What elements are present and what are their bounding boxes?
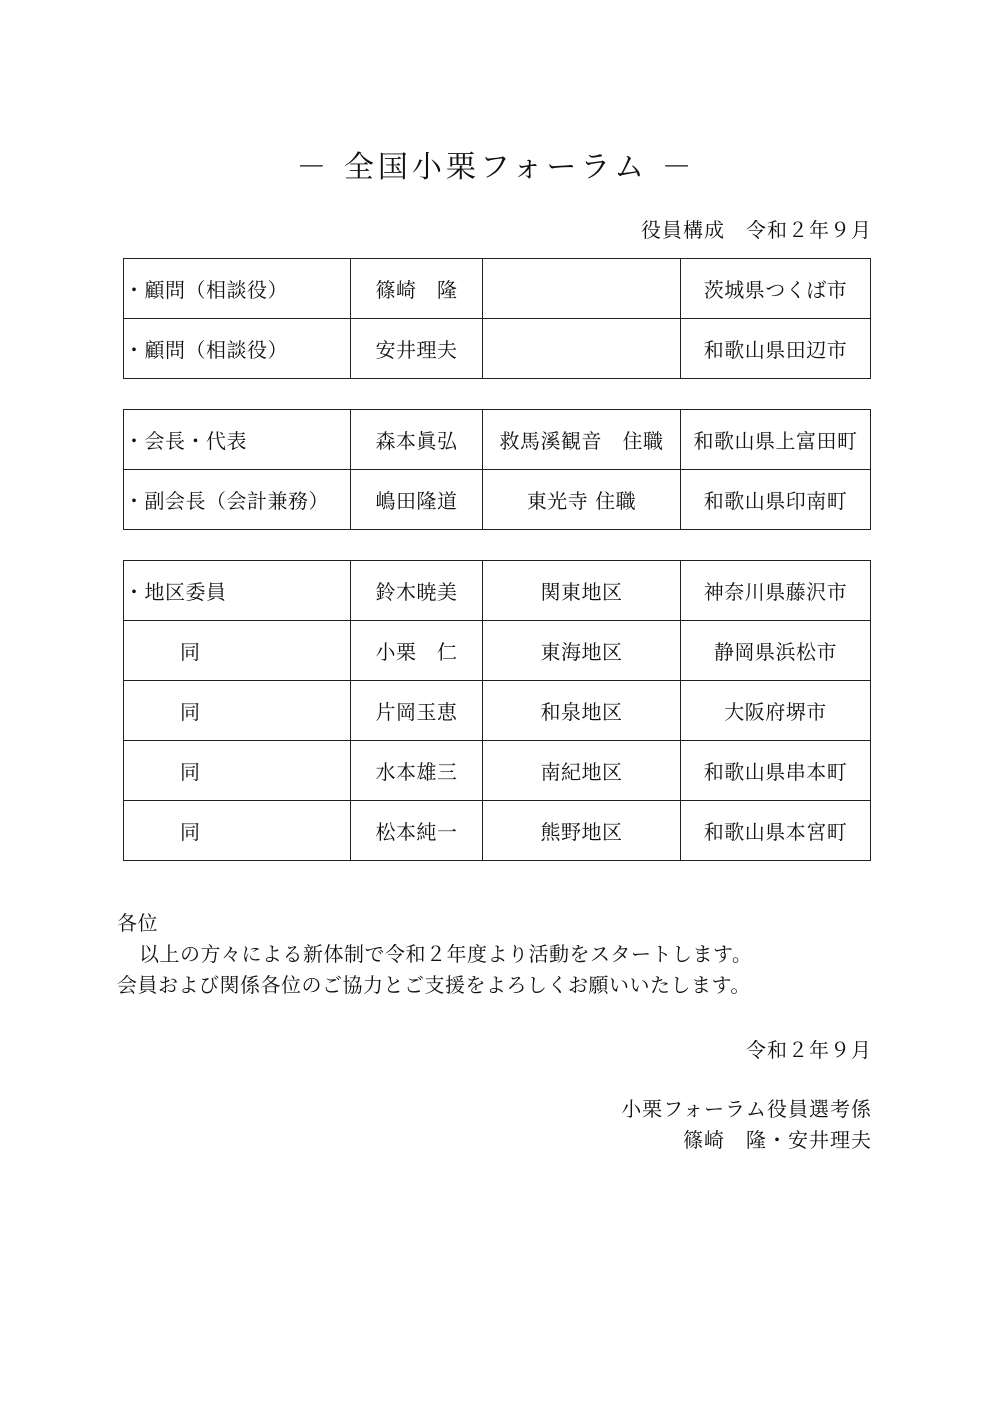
role-cell: ・会長・代表 (124, 410, 351, 470)
signature-block (621, 1094, 872, 1156)
affiliation-cell: 東光寺 住職 (483, 470, 681, 530)
role-cell: ・顧問（相談役） (124, 259, 351, 319)
role-cell: ・地区委員 (124, 561, 351, 621)
table-row (124, 259, 871, 319)
location-cell: 和歌山県田辺市 (681, 319, 871, 379)
name-cell: 森本眞弘 (351, 410, 483, 470)
role-cell: 同 (124, 801, 351, 861)
location-cell: 和歌山県本宮町 (681, 801, 871, 861)
location-cell: 和歌山県印南町 (681, 470, 871, 530)
affiliation-cell: 東海地区 (483, 621, 681, 681)
affiliation-cell (483, 259, 681, 319)
table-row (124, 319, 871, 379)
location-cell: 和歌山県上富田町 (681, 410, 871, 470)
name-cell: 小栗 仁 (351, 621, 483, 681)
document-title: － 全国小栗フォーラム － (296, 150, 696, 185)
role-cell: 同 (124, 621, 351, 681)
location-cell: 和歌山県串本町 (681, 741, 871, 801)
affiliation-cell (483, 319, 681, 379)
name-cell: 水本雄三 (351, 741, 483, 801)
document-subtitle: 役員構成 令和２年９月 (641, 218, 872, 242)
table-row (124, 561, 871, 621)
officers-table (123, 409, 871, 530)
table-row (124, 741, 871, 801)
name-cell: 安井理夫 (351, 319, 483, 379)
regional-committee-table (123, 560, 871, 861)
name-cell: 片岡玉恵 (351, 681, 483, 741)
advisors-table (123, 258, 871, 379)
salutation: 各位 (117, 911, 158, 935)
issue-date: 令和２年９月 (746, 1038, 872, 1062)
name-cell: 嶋田隆道 (351, 470, 483, 530)
affiliation-cell: 熊野地区 (483, 801, 681, 861)
announcement-message (117, 908, 752, 1001)
role-cell: ・副会長（会計兼務） (124, 470, 351, 530)
location-cell: 神奈川県藤沢市 (681, 561, 871, 621)
table-row (124, 681, 871, 741)
role-cell: 同 (124, 741, 351, 801)
affiliation-cell: 南紀地区 (483, 741, 681, 801)
affiliation-cell: 関東地区 (483, 561, 681, 621)
table-row (124, 801, 871, 861)
signature-organization: 小栗フォーラム役員選考係 (621, 1097, 872, 1121)
role-cell: ・顧問（相談役） (124, 319, 351, 379)
affiliation-cell: 救馬溪観音 住職 (483, 410, 681, 470)
message-line: 以上の方々による新体制で令和２年度より活動をスタートします。 (139, 942, 753, 966)
signature-names: 篠崎 隆・安井理夫 (683, 1128, 872, 1152)
table-row (124, 410, 871, 470)
message-line: 会員および関係各位のご協力とご支援をよろしくお願いいたします。 (117, 973, 751, 997)
role-cell: 同 (124, 681, 351, 741)
table-row (124, 470, 871, 530)
name-cell: 鈴木暁美 (351, 561, 483, 621)
location-cell: 静岡県浜松市 (681, 621, 871, 681)
name-cell: 松本純一 (351, 801, 483, 861)
location-cell: 大阪府堺市 (681, 681, 871, 741)
affiliation-cell: 和泉地区 (483, 681, 681, 741)
location-cell: 茨城県つくば市 (681, 259, 871, 319)
table-row (124, 621, 871, 681)
name-cell: 篠崎 隆 (351, 259, 483, 319)
